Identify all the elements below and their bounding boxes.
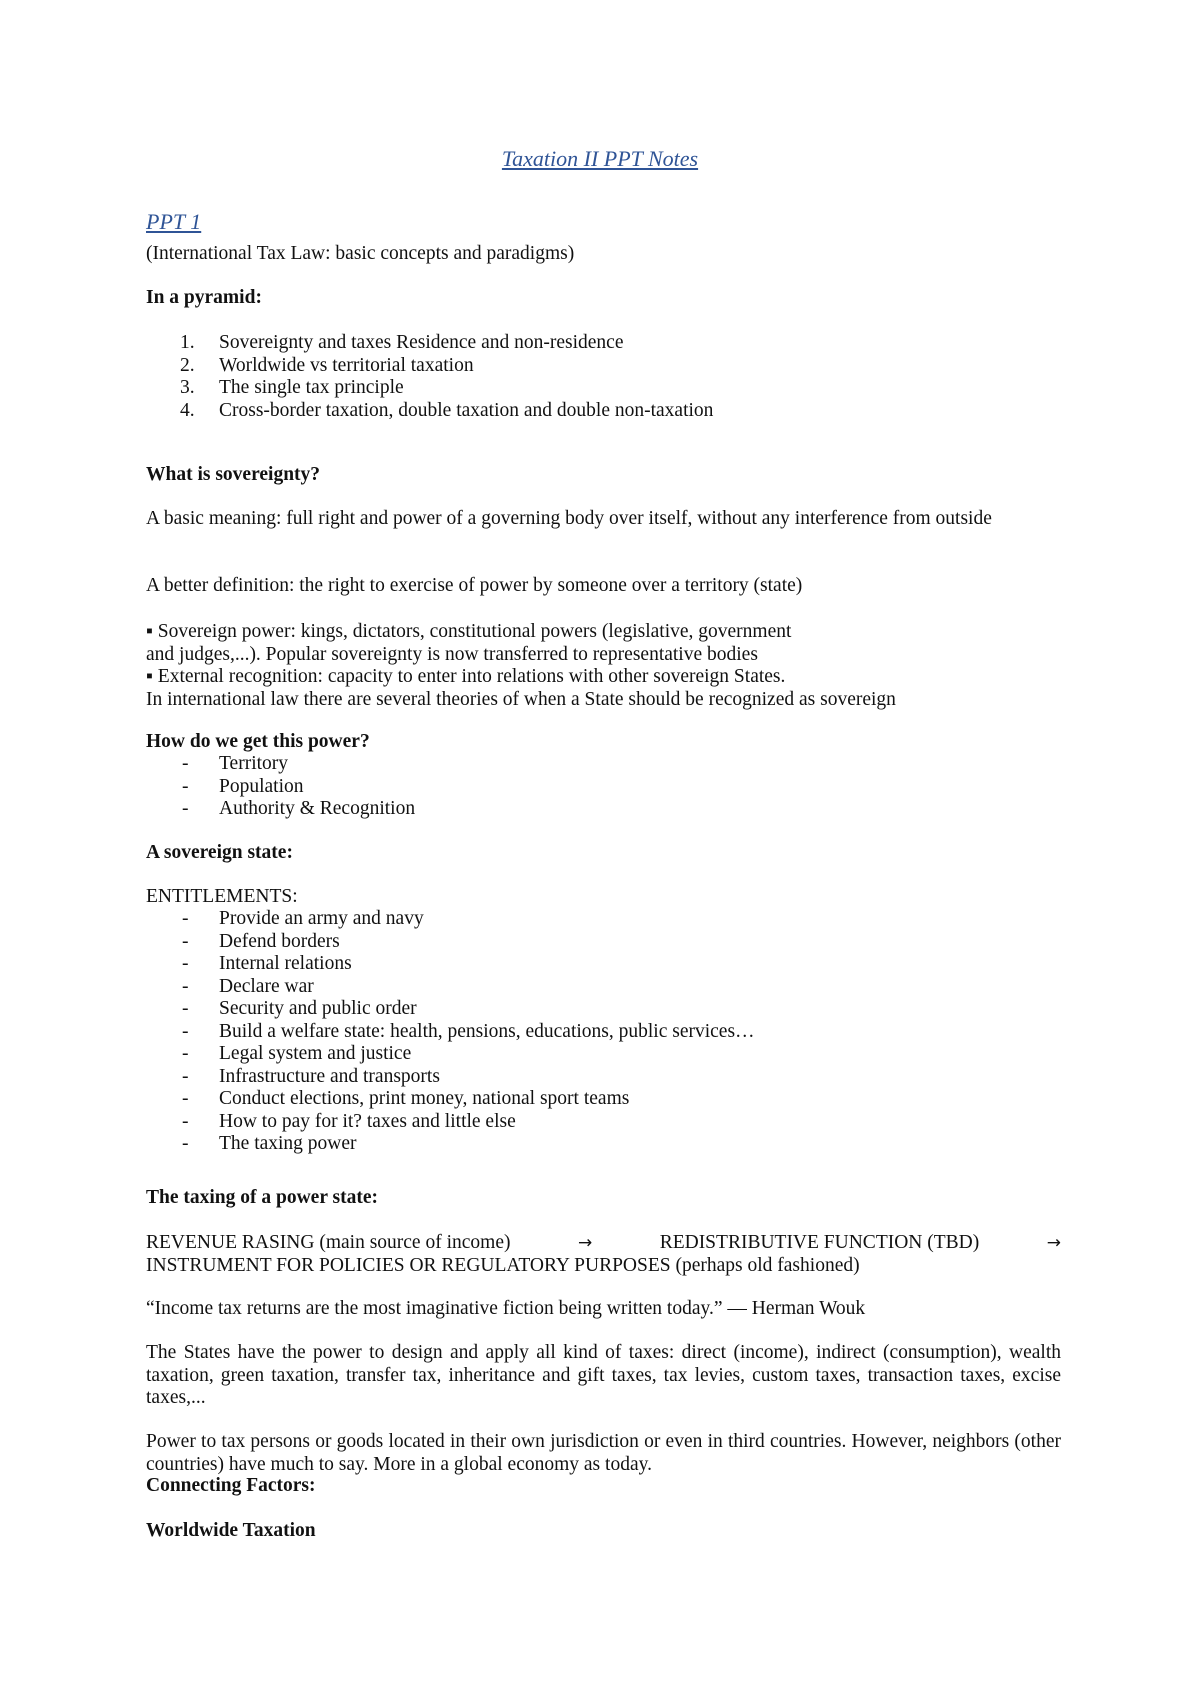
basic-meaning-paragraph: A basic meaning: full right and power of a governing body over itself, without any interference from outside bbox=[146, 508, 992, 529]
list-item-text: Conduct elections, print money, national sport teams bbox=[219, 1088, 630, 1109]
list-dash: - bbox=[182, 1065, 189, 1087]
revenue-part-3: INSTRUMENT FOR POLICIES OR REGULATORY PURPOSES (perhaps old fashioned) bbox=[146, 1254, 860, 1276]
list-item-text: The single tax principle bbox=[219, 377, 404, 398]
list-number: 3. bbox=[180, 377, 195, 398]
states-power-paragraph: The States have the power to design and apply all kind of taxes: direct (income), indirect (consumption), wealth taxation, green taxation, transfer tax, inheritance and gift taxes, tax levies, custom taxes, transaction taxes, excise taxes,... bbox=[146, 1342, 1061, 1408]
list-item-text: Cross-border taxation, double taxation and double non-taxation bbox=[219, 399, 714, 421]
list-item-text: Authority & Recognition bbox=[219, 798, 416, 819]
list-item bbox=[146, 998, 1061, 1021]
sovereignty-heading: What is sovereignty? bbox=[146, 464, 321, 485]
list-dash: - bbox=[182, 1043, 189, 1064]
sovereign-power-line: ▪ Sovereign power: kings, dictators, constitutional powers (legislative, government bbox=[146, 621, 792, 642]
revenue-paragraph bbox=[146, 1232, 1061, 1277]
list-item-text: Provide an army and navy bbox=[219, 908, 424, 929]
list-dash: - bbox=[182, 953, 189, 974]
power-to-tax-paragraph: Power to tax persons or goods located in their own jurisdiction or even in third countries. However, neighbors (other countries) have much to say. More in a global economy as today. bbox=[146, 1431, 1061, 1475]
list-item bbox=[146, 776, 1061, 799]
pyramid-list bbox=[146, 332, 1061, 422]
subtitle: (International Tax Law: basic concepts and paradigms) bbox=[146, 243, 575, 264]
list-item-text: Territory bbox=[219, 753, 289, 774]
list-dash: - bbox=[182, 930, 189, 952]
list-item bbox=[146, 377, 1061, 400]
power-heading: How do we get this power? bbox=[146, 731, 370, 752]
list-number: 2. bbox=[180, 354, 195, 376]
list-dash: - bbox=[182, 975, 189, 997]
list-item bbox=[146, 1021, 1061, 1044]
document-title: Taxation II PPT Notes bbox=[501, 146, 699, 171]
revenue-part-2: REDISTRIBUTIVE FUNCTION (TBD) bbox=[659, 1232, 980, 1253]
list-number: 4. bbox=[180, 399, 195, 421]
list-dash: - bbox=[182, 798, 189, 819]
list-number: 1. bbox=[180, 332, 195, 353]
list-dash: - bbox=[182, 1088, 189, 1109]
list-item-text: Worldwide vs territorial taxation bbox=[219, 354, 474, 376]
list-item bbox=[146, 953, 1061, 976]
quote-paragraph: “Income tax returns are the most imaginative fiction being written today.” — Herman Wouk bbox=[146, 1298, 866, 1319]
list-item-text: Legal system and justice bbox=[219, 1043, 412, 1064]
list-item bbox=[146, 1088, 1061, 1111]
ppt-heading: PPT 1 bbox=[146, 209, 202, 234]
revenue-part-1: REVENUE RASING (main source of income) bbox=[146, 1232, 511, 1253]
list-item bbox=[146, 798, 1061, 821]
list-dash: - bbox=[182, 1020, 189, 1042]
connecting-factors-heading: Connecting Factors: bbox=[146, 1475, 316, 1496]
list-dash: - bbox=[182, 998, 189, 1019]
entitlements-list bbox=[146, 908, 1061, 1156]
sovereign-power-line: and judges,...). Popular sovereignty is now transferred to representative bodies bbox=[146, 643, 758, 665]
list-item-text: Security and public order bbox=[219, 998, 417, 1019]
pyramid-heading: In a pyramid: bbox=[146, 287, 262, 308]
list-item-text: Defend borders bbox=[219, 930, 340, 952]
list-item bbox=[146, 400, 1061, 423]
external-recognition-line: ▪ External recognition: capacity to enter into relations with other sovereign States. bbox=[146, 666, 786, 687]
sovereign-power-block bbox=[146, 621, 1061, 711]
list-item-text: Sovereignty and taxes Residence and non-residence bbox=[219, 332, 624, 353]
list-item bbox=[146, 931, 1061, 954]
list-item bbox=[146, 1133, 1061, 1156]
list-item bbox=[146, 908, 1061, 931]
revenue-line bbox=[146, 1232, 1061, 1255]
worldwide-taxation-heading: Worldwide Taxation bbox=[146, 1520, 316, 1541]
list-dash: - bbox=[182, 753, 189, 774]
international-law-line: In international law there are several theories of when a State should be recognized as sovereign bbox=[146, 688, 896, 710]
list-item-text: Build a welfare state: health, pensions, educations, public services… bbox=[219, 1020, 755, 1042]
arrow-right-icon: → bbox=[577, 1233, 593, 1253]
list-item-text: Declare war bbox=[219, 975, 314, 997]
list-dash: - bbox=[182, 1133, 189, 1154]
better-definition-paragraph: A better definition: the right to exercise of power by someone over a territory (state) bbox=[146, 575, 803, 596]
list-item bbox=[146, 355, 1061, 378]
sovereign-state-heading: A sovereign state: bbox=[146, 842, 293, 863]
list-item bbox=[146, 1043, 1061, 1066]
power-list bbox=[146, 753, 1061, 821]
list-dash: - bbox=[182, 1110, 189, 1132]
list-item-text: Population bbox=[219, 775, 304, 797]
taxing-heading: The taxing of a power state: bbox=[146, 1187, 378, 1208]
entitlements-label: ENTITLEMENTS: bbox=[146, 886, 298, 907]
list-item-text: The taxing power bbox=[219, 1133, 357, 1154]
arrow-right-icon: → bbox=[1046, 1233, 1061, 1253]
list-dash: - bbox=[182, 775, 189, 797]
list-item bbox=[146, 1066, 1061, 1089]
list-item bbox=[146, 1111, 1061, 1134]
list-item bbox=[146, 753, 1061, 776]
list-dash: - bbox=[182, 908, 189, 929]
list-item-text: Infrastructure and transports bbox=[219, 1065, 440, 1087]
list-item-text: Internal relations bbox=[219, 953, 352, 974]
list-item bbox=[146, 976, 1061, 999]
list-item-text: How to pay for it? taxes and little else bbox=[219, 1110, 516, 1132]
list-item bbox=[146, 332, 1061, 355]
